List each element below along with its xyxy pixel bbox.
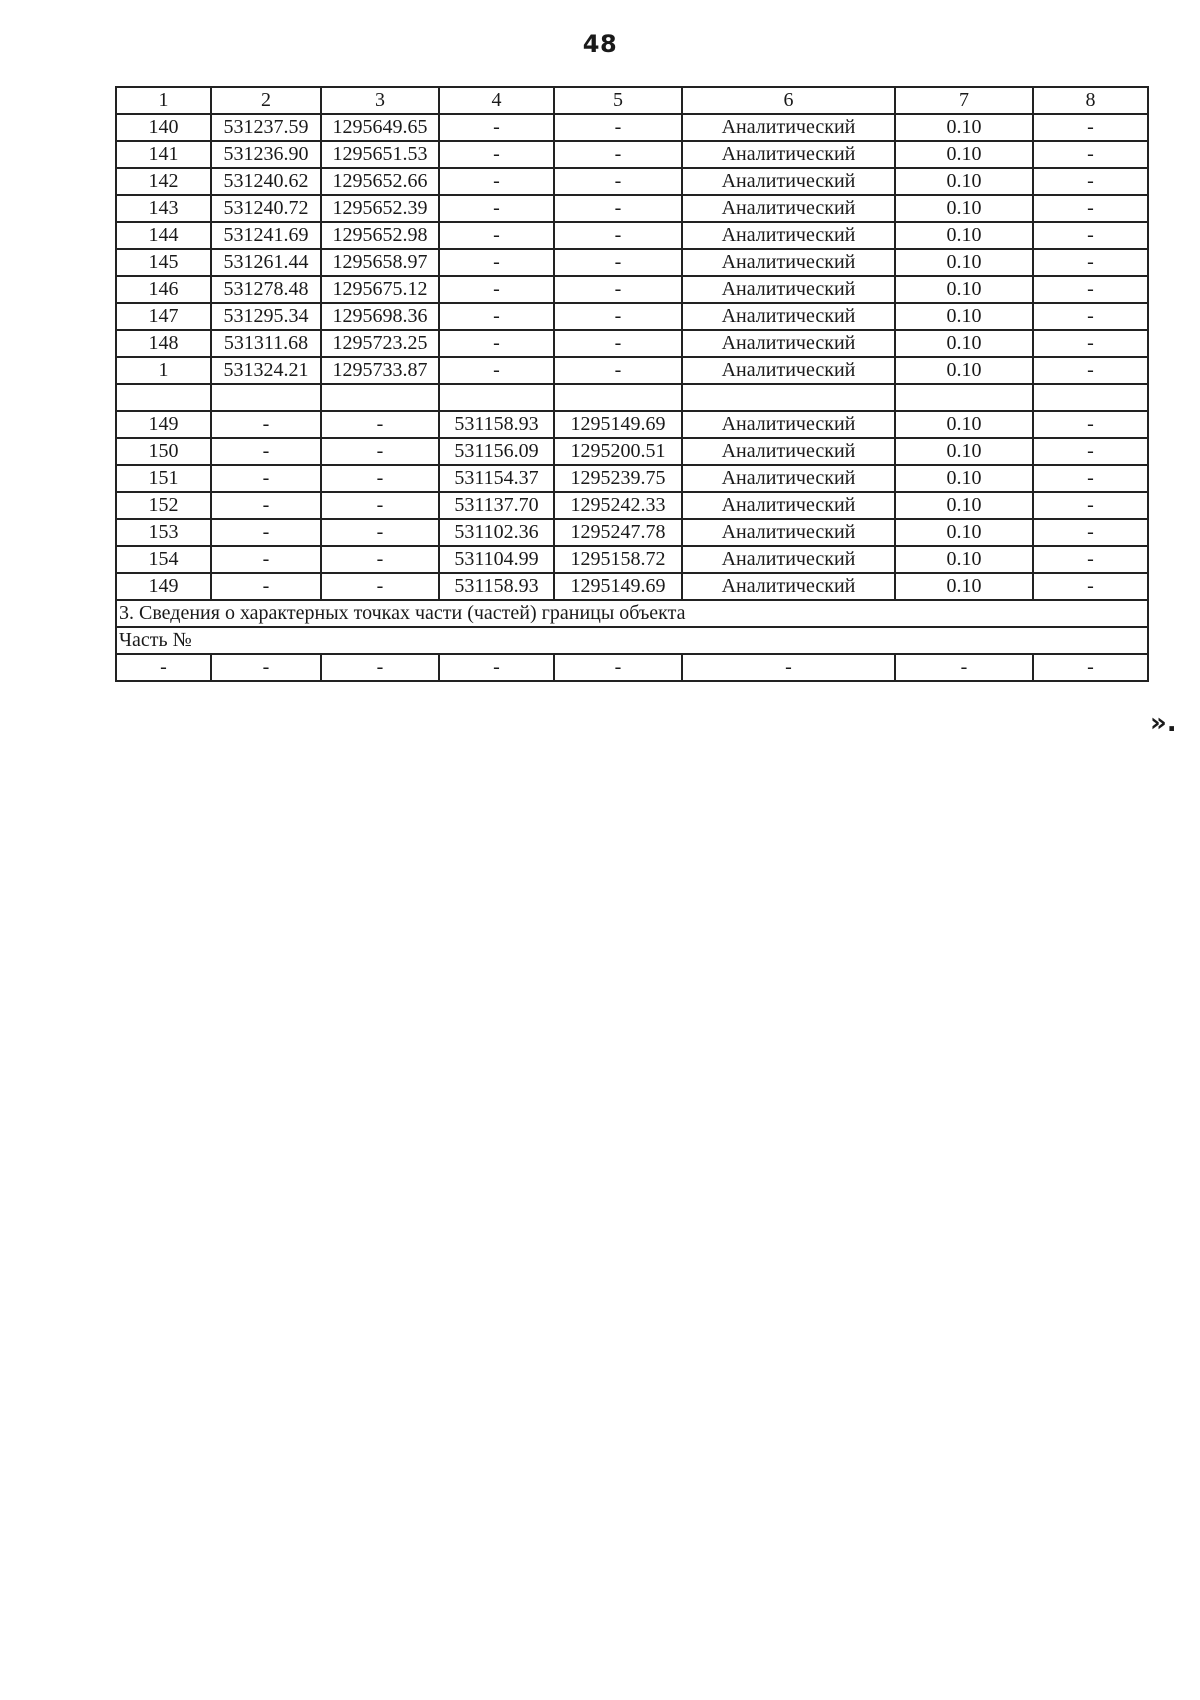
table-cell: - xyxy=(1033,492,1148,519)
table-cell: Аналитический xyxy=(682,357,895,384)
table-cell: 0.10 xyxy=(895,519,1033,546)
table-cell: - xyxy=(554,195,682,222)
table-cell: 0.10 xyxy=(895,276,1033,303)
table-cell: - xyxy=(321,519,439,546)
table-row xyxy=(116,438,1148,465)
table-cell: 1295242.33 xyxy=(554,492,682,519)
table-cell: 5 xyxy=(554,87,682,114)
table-cell: 1295239.75 xyxy=(554,465,682,492)
table-cell: 0.10 xyxy=(895,330,1033,357)
table-cell: Аналитический xyxy=(682,276,895,303)
table-cell: 143 xyxy=(116,195,211,222)
table-cell: 531158.93 xyxy=(439,573,554,600)
table-cell: - xyxy=(554,276,682,303)
table-cell: - xyxy=(1033,168,1148,195)
table-cell: 531324.21 xyxy=(211,357,321,384)
table-cell: 7 xyxy=(895,87,1033,114)
table-cell: 6 xyxy=(682,87,895,114)
table-cell: 1295649.65 xyxy=(321,114,439,141)
table-cell: 0.10 xyxy=(895,168,1033,195)
table-cell: 531261.44 xyxy=(211,249,321,276)
table-cell: 1295652.98 xyxy=(321,222,439,249)
table-cell: - xyxy=(1033,357,1148,384)
table-cell: 531295.34 xyxy=(211,303,321,330)
table-cell: 0.10 xyxy=(895,411,1033,438)
table-cell: Аналитический xyxy=(682,573,895,600)
table-cell: 531154.37 xyxy=(439,465,554,492)
table-cell: - xyxy=(321,546,439,573)
table-cell: - xyxy=(1033,438,1148,465)
table-cell: - xyxy=(211,573,321,600)
table-cell: Аналитический xyxy=(682,438,895,465)
table-row xyxy=(116,141,1148,168)
table-cell xyxy=(116,384,211,411)
table-cell: - xyxy=(211,438,321,465)
table-cell: - xyxy=(211,546,321,573)
table-row xyxy=(116,465,1148,492)
table-cell: 152 xyxy=(116,492,211,519)
table-cell: - xyxy=(439,303,554,330)
table-cell: - xyxy=(554,357,682,384)
table-cell: 0.10 xyxy=(895,357,1033,384)
table-cell: 531156.09 xyxy=(439,438,554,465)
table-row xyxy=(116,249,1148,276)
table-cell: 531102.36 xyxy=(439,519,554,546)
table-cell: 1 xyxy=(116,87,211,114)
table-cell: 147 xyxy=(116,303,211,330)
table-cell: 0.10 xyxy=(895,249,1033,276)
table-cell: - xyxy=(116,654,211,681)
table-cell: 8 xyxy=(1033,87,1148,114)
table-cell: - xyxy=(682,654,895,681)
table-cell: 1295723.25 xyxy=(321,330,439,357)
table-cell: - xyxy=(1033,114,1148,141)
table-cell: - xyxy=(1033,654,1148,681)
table-cell: 531158.93 xyxy=(439,411,554,438)
part-label-row xyxy=(116,627,1148,654)
table-cell: 531240.62 xyxy=(211,168,321,195)
table-cell: - xyxy=(211,654,321,681)
table-cell: - xyxy=(439,168,554,195)
table-cell: 1295652.66 xyxy=(321,168,439,195)
table-cell: - xyxy=(1033,141,1148,168)
table-cell: 151 xyxy=(116,465,211,492)
part-label-row-cell: Часть № xyxy=(116,627,1148,654)
table-cell: 531311.68 xyxy=(211,330,321,357)
table-cell xyxy=(321,384,439,411)
table-cell: 150 xyxy=(116,438,211,465)
table-cell: 1295733.87 xyxy=(321,357,439,384)
table-cell: 2 xyxy=(211,87,321,114)
table-cell: 1 xyxy=(116,357,211,384)
table-cell: - xyxy=(1033,573,1148,600)
table-cell: Аналитический xyxy=(682,465,895,492)
section-heading-row-cell: 3. Сведения о характерных точках части (частей) границы объекта xyxy=(116,600,1148,627)
table-cell: Аналитический xyxy=(682,411,895,438)
table-cell: 0.10 xyxy=(895,195,1033,222)
table-cell: 0.10 xyxy=(895,303,1033,330)
table-row xyxy=(116,492,1148,519)
page-number: 48 xyxy=(582,30,618,58)
table-row xyxy=(116,195,1148,222)
table-cell: 149 xyxy=(116,411,211,438)
table-cell: 531278.48 xyxy=(211,276,321,303)
table-cell: Аналитический xyxy=(682,303,895,330)
table-cell xyxy=(895,384,1033,411)
table-cell: - xyxy=(1033,222,1148,249)
table-cell: - xyxy=(1033,546,1148,573)
table-cell: - xyxy=(321,465,439,492)
table-cell: 531104.99 xyxy=(439,546,554,573)
table-row xyxy=(116,276,1148,303)
table-row xyxy=(116,573,1148,600)
table-cell: - xyxy=(321,654,439,681)
table-cell: - xyxy=(439,654,554,681)
table-row xyxy=(116,330,1148,357)
table-cell xyxy=(211,384,321,411)
table-cell: 1295675.12 xyxy=(321,276,439,303)
table-cell xyxy=(1033,384,1148,411)
coordinates-table xyxy=(115,86,1149,682)
table-cell: 531237.59 xyxy=(211,114,321,141)
table-cell: - xyxy=(1033,249,1148,276)
table-cell: - xyxy=(211,519,321,546)
table-cell: 531137.70 xyxy=(439,492,554,519)
table-cell: 1295158.72 xyxy=(554,546,682,573)
table-cell: - xyxy=(1033,411,1148,438)
table-row xyxy=(116,357,1148,384)
table-cell: Аналитический xyxy=(682,492,895,519)
table-cell: 1295652.39 xyxy=(321,195,439,222)
table-cell: 531241.69 xyxy=(211,222,321,249)
table-cell: - xyxy=(1033,519,1148,546)
table-empty-row xyxy=(116,384,1148,411)
table-row xyxy=(116,519,1148,546)
table-row xyxy=(116,546,1148,573)
table-cell: 0.10 xyxy=(895,546,1033,573)
table-cell: 0.10 xyxy=(895,222,1033,249)
table-cell: - xyxy=(211,411,321,438)
table-cell xyxy=(682,384,895,411)
table-cell: - xyxy=(321,573,439,600)
table-cell: - xyxy=(321,411,439,438)
table-cell: - xyxy=(554,141,682,168)
table-cell xyxy=(554,384,682,411)
table-cell: Аналитический xyxy=(682,195,895,222)
closing-quote-mark: ». xyxy=(1150,708,1177,738)
table-cell: 0.10 xyxy=(895,573,1033,600)
table-cell: Аналитический xyxy=(682,222,895,249)
table-cell: 4 xyxy=(439,87,554,114)
table-cell: - xyxy=(439,195,554,222)
table-cell: Аналитический xyxy=(682,141,895,168)
table-cell: - xyxy=(1033,330,1148,357)
table-cell: Аналитический xyxy=(682,519,895,546)
table-row xyxy=(116,168,1148,195)
table-cell: 1295200.51 xyxy=(554,438,682,465)
table-cell: - xyxy=(895,654,1033,681)
table-cell: 1295651.53 xyxy=(321,141,439,168)
table-cell: - xyxy=(439,141,554,168)
table-dash-row xyxy=(116,654,1148,681)
table-cell: 0.10 xyxy=(895,465,1033,492)
table-cell: 149 xyxy=(116,573,211,600)
table-cell: 0.10 xyxy=(895,114,1033,141)
table-cell: Аналитический xyxy=(682,114,895,141)
table-header-row xyxy=(116,87,1148,114)
table-cell: 0.10 xyxy=(895,492,1033,519)
table-cell: - xyxy=(1033,276,1148,303)
table-body xyxy=(116,87,1148,681)
table-cell: - xyxy=(1033,195,1148,222)
table-cell: - xyxy=(554,330,682,357)
table-cell: - xyxy=(439,222,554,249)
table-cell: - xyxy=(554,654,682,681)
table-cell: 1295698.36 xyxy=(321,303,439,330)
table-cell: - xyxy=(554,303,682,330)
table-cell: - xyxy=(321,438,439,465)
table-cell: 144 xyxy=(116,222,211,249)
table-cell: 0.10 xyxy=(895,141,1033,168)
table-cell: 531236.90 xyxy=(211,141,321,168)
table-cell: - xyxy=(554,114,682,141)
table-cell: - xyxy=(211,492,321,519)
table-row xyxy=(116,222,1148,249)
table-cell: 531240.72 xyxy=(211,195,321,222)
table-cell xyxy=(439,384,554,411)
table-cell: - xyxy=(554,222,682,249)
table-cell: - xyxy=(211,465,321,492)
table-cell: Аналитический xyxy=(682,249,895,276)
table-cell: - xyxy=(439,357,554,384)
table-cell: 1295149.69 xyxy=(554,573,682,600)
table-cell: 146 xyxy=(116,276,211,303)
table-row xyxy=(116,411,1148,438)
table-cell: 148 xyxy=(116,330,211,357)
section-heading-row xyxy=(116,600,1148,627)
table-cell: 3 xyxy=(321,87,439,114)
table-cell: - xyxy=(554,249,682,276)
table-cell: - xyxy=(439,114,554,141)
table-cell: - xyxy=(554,168,682,195)
table-row xyxy=(116,303,1148,330)
table-cell: 145 xyxy=(116,249,211,276)
table-cell: 1295658.97 xyxy=(321,249,439,276)
table-cell: Аналитический xyxy=(682,546,895,573)
table-cell: 153 xyxy=(116,519,211,546)
table-cell: - xyxy=(1033,303,1148,330)
table-cell: Аналитический xyxy=(682,330,895,357)
table-cell: - xyxy=(321,492,439,519)
table-cell: 141 xyxy=(116,141,211,168)
table-cell: 140 xyxy=(116,114,211,141)
table-cell: 0.10 xyxy=(895,438,1033,465)
table-cell: 142 xyxy=(116,168,211,195)
table-cell: - xyxy=(1033,465,1148,492)
table-cell: - xyxy=(439,249,554,276)
table-row xyxy=(116,114,1148,141)
table-cell: 154 xyxy=(116,546,211,573)
table-cell: Аналитический xyxy=(682,168,895,195)
table-cell: 1295149.69 xyxy=(554,411,682,438)
table-cell: - xyxy=(439,276,554,303)
table-cell: - xyxy=(439,330,554,357)
table-cell: 1295247.78 xyxy=(554,519,682,546)
